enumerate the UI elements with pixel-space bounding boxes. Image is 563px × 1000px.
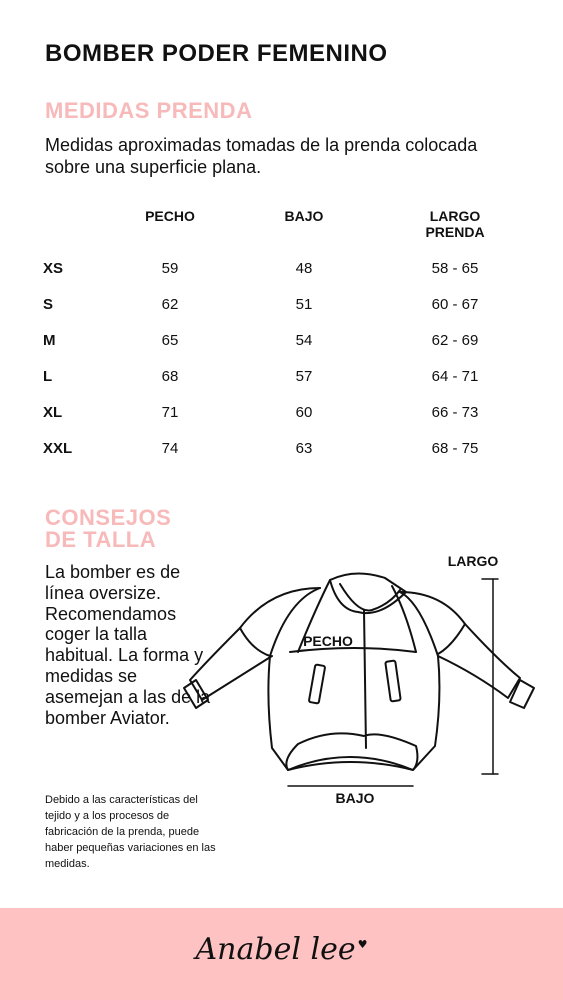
row-size: S xyxy=(43,296,54,313)
cell-bajo: 54 xyxy=(295,332,313,349)
measures-heading: MEDIDAS PRENDA xyxy=(45,98,253,123)
cell-largo: 64 - 71 xyxy=(431,368,479,385)
pecho-label: PECHO xyxy=(303,633,353,649)
row-size: XS xyxy=(43,260,64,277)
cell-pecho: 59 xyxy=(161,260,179,277)
cell-bajo: 48 xyxy=(295,260,313,277)
cell-largo: 68 - 75 xyxy=(431,440,479,457)
row-size: XL xyxy=(43,404,63,421)
jacket-illustration xyxy=(184,573,534,770)
heart-icon: ♥ xyxy=(357,938,368,951)
measures-intro: Medidas aproximadas tomadas de la prenda colocada sobre una superficie plana. xyxy=(45,135,478,177)
column-header-pecho: PECHO xyxy=(145,208,195,224)
advice-note: Debido a las características del tejido y a los procesos de fabricación de la prenda, puede haber pequeñas variaciones en las medidas. xyxy=(45,794,216,870)
cell-bajo: 60 xyxy=(295,404,313,421)
advice-heading-line2: DE TALLA xyxy=(45,527,157,552)
advice-heading-line1: CONSEJOS xyxy=(45,505,172,530)
row-size: XXL xyxy=(43,440,73,457)
jacket-diagram xyxy=(180,548,550,810)
advice-text: La bomber es de línea oversize. Recomendamos coger la talla habitual. La forma y medidas se asemejan a las de la bomber Aviator. xyxy=(45,562,211,728)
largo-label: LARGO xyxy=(447,553,499,569)
cell-bajo: 63 xyxy=(295,440,313,457)
cell-largo: 58 - 65 xyxy=(431,260,479,277)
cell-bajo: 51 xyxy=(295,296,313,313)
cell-pecho: 74 xyxy=(161,440,179,457)
brand-name: Anabel lee xyxy=(195,932,356,967)
footer-banner xyxy=(0,908,563,1000)
cell-pecho: 62 xyxy=(161,296,179,313)
bajo-label: BAJO xyxy=(335,790,375,806)
column-header-bajo: BAJO xyxy=(284,208,324,224)
cell-largo: 62 - 69 xyxy=(431,332,479,349)
row-size: L xyxy=(43,368,53,385)
brand-logo xyxy=(0,932,563,967)
cell-pecho: 71 xyxy=(161,404,179,421)
cell-largo: 66 - 73 xyxy=(431,404,479,421)
column-header-largo: LARGO PRENDA xyxy=(425,208,485,240)
cell-bajo: 57 xyxy=(295,368,313,385)
cell-largo: 60 - 67 xyxy=(431,296,479,313)
cell-pecho: 65 xyxy=(161,332,179,349)
row-size: M xyxy=(43,332,56,349)
cell-pecho: 68 xyxy=(161,368,179,385)
page-title: BOMBER PODER FEMENINO xyxy=(45,40,388,67)
